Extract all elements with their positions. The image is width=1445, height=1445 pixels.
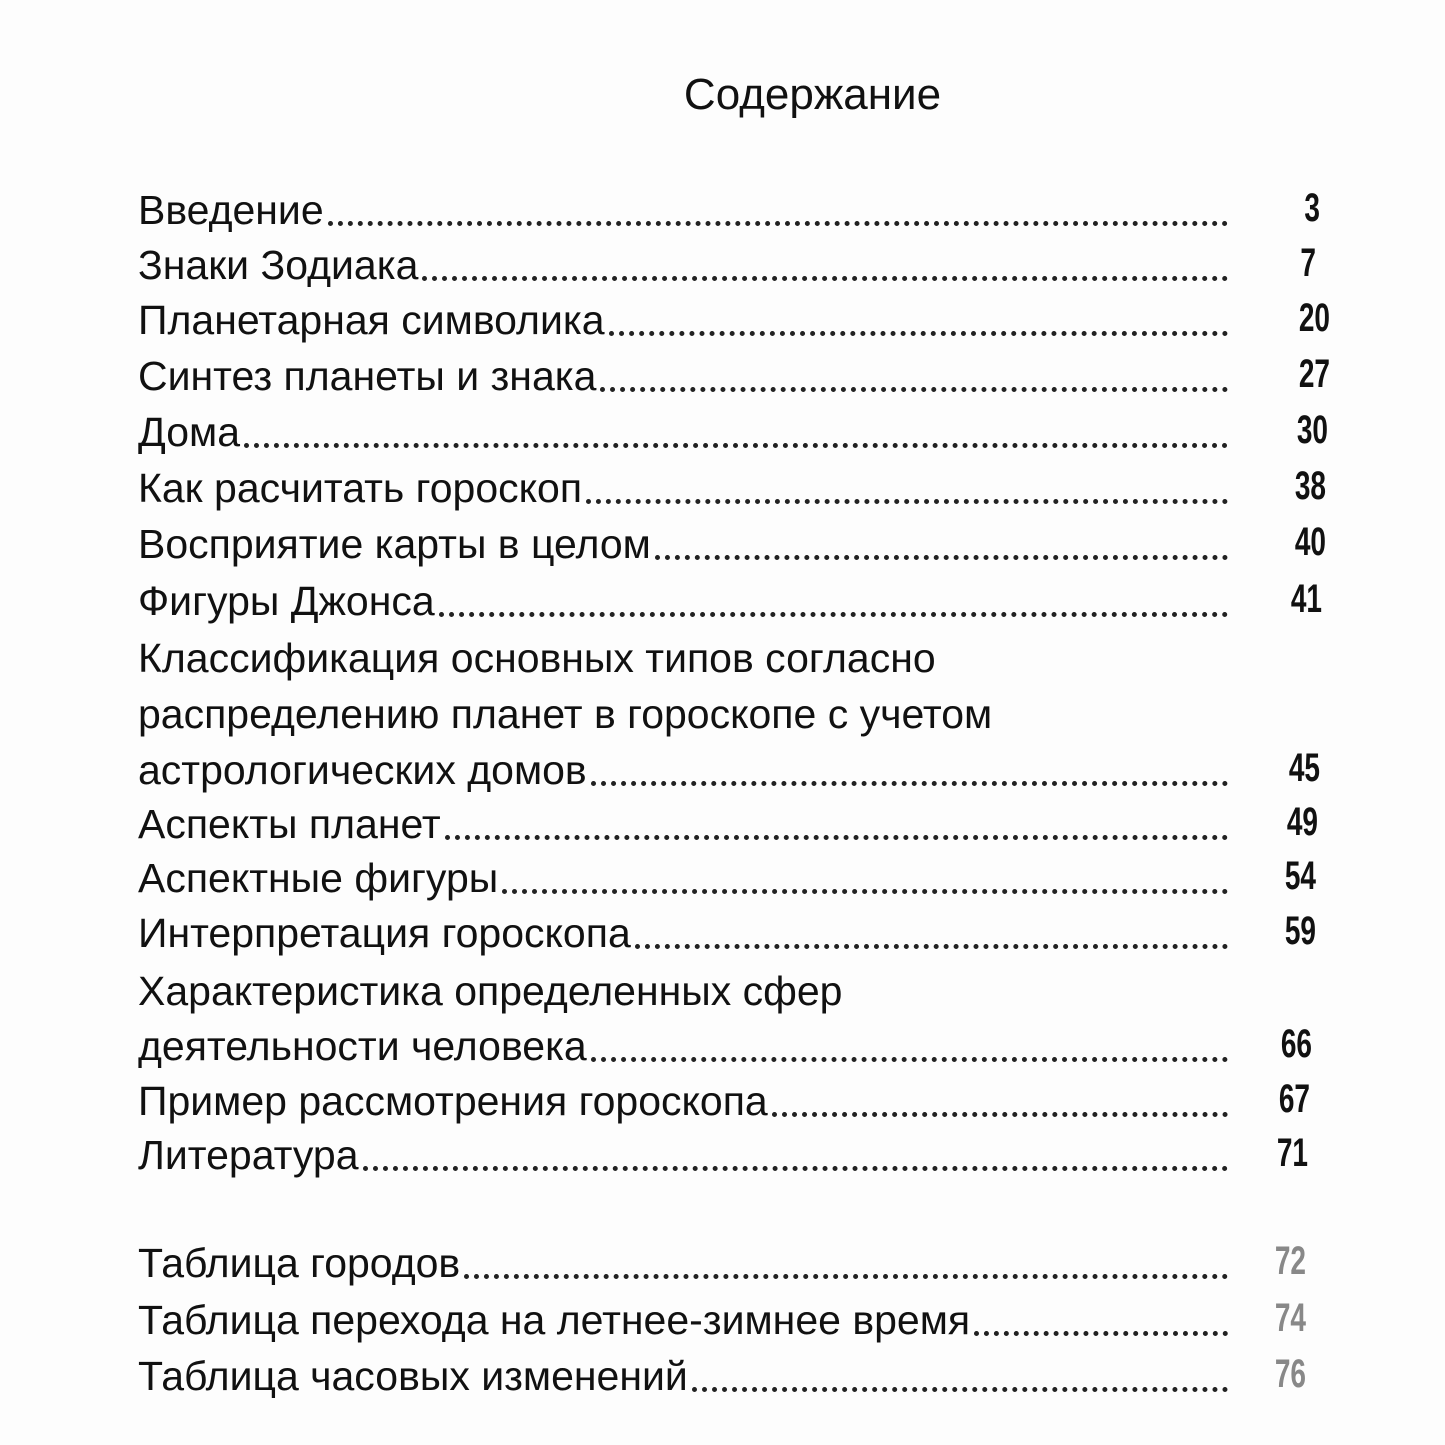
toc-entry-line bbox=[138, 1237, 1228, 1289]
toc-entry-title: Классификация основных типов согласно bbox=[138, 635, 936, 681]
toc-page-number: 72 bbox=[1274, 1239, 1306, 1283]
toc-entry-title: Таблица городов bbox=[138, 1240, 461, 1286]
toc-page-number: 66 bbox=[1280, 1022, 1312, 1066]
toc-page-number: 74 bbox=[1274, 1296, 1306, 1340]
toc-entry-title: астрологических домов bbox=[138, 747, 587, 793]
toc-entry-line bbox=[138, 1294, 1228, 1346]
toc-entry-line bbox=[138, 575, 1228, 627]
toc-entry-line bbox=[138, 406, 1228, 458]
dot-leader bbox=[635, 942, 1228, 949]
toc-page-number: 7 bbox=[1300, 241, 1316, 285]
dot-leader bbox=[363, 1164, 1228, 1171]
dot-leader bbox=[502, 887, 1228, 894]
toc-page-number: 41 bbox=[1290, 577, 1322, 621]
toc-page-number: 30 bbox=[1296, 408, 1328, 452]
dot-leader bbox=[591, 779, 1228, 786]
toc-entry-title: Планетарная символика bbox=[138, 297, 605, 343]
toc-entry-line bbox=[138, 907, 1228, 959]
toc-entry-line bbox=[138, 294, 1228, 346]
toc-entry-title: Характеристика определенных сфер bbox=[138, 968, 843, 1014]
toc-entry-title: Как расчитать гороскоп bbox=[138, 465, 583, 511]
toc-page-number: 27 bbox=[1298, 352, 1330, 396]
toc-page-number: 71 bbox=[1276, 1131, 1308, 1175]
toc-entry-line bbox=[138, 1129, 1228, 1181]
toc-page-number: 59 bbox=[1284, 909, 1316, 953]
dot-leader bbox=[328, 219, 1228, 226]
toc-page-number: 38 bbox=[1294, 464, 1326, 508]
toc-entry-title: Введение bbox=[138, 187, 324, 233]
dot-leader bbox=[655, 553, 1228, 560]
toc-entry-title: Таблица часовых изменений bbox=[138, 1353, 688, 1399]
dot-leader bbox=[244, 441, 1228, 448]
toc-page-number: 49 bbox=[1286, 800, 1318, 844]
toc-page-number: 67 bbox=[1278, 1077, 1310, 1121]
toc-entry-line bbox=[138, 184, 1228, 236]
toc-entry-line bbox=[138, 1075, 1228, 1127]
toc-entry-title: Таблица перехода на летнее-зимнее время bbox=[138, 1297, 971, 1343]
toc-entry-line bbox=[138, 965, 1228, 1017]
dot-leader bbox=[600, 385, 1228, 392]
dot-leader bbox=[609, 329, 1228, 336]
toc-entry-line bbox=[138, 350, 1228, 402]
toc-page-number: 3 bbox=[1304, 186, 1320, 230]
toc-entry-line bbox=[138, 462, 1228, 514]
dot-leader bbox=[586, 497, 1228, 504]
toc-entry-line bbox=[138, 239, 1228, 291]
toc-entry-line bbox=[138, 798, 1228, 850]
toc-entry-title: деятельности человека bbox=[138, 1023, 587, 1069]
toc-entry-line bbox=[138, 688, 1228, 740]
toc-page-number: 54 bbox=[1284, 854, 1316, 898]
toc-entry-line bbox=[138, 632, 1228, 684]
dot-leader bbox=[445, 833, 1228, 840]
toc-entry-title: Знаки Зодиака bbox=[138, 242, 419, 288]
dot-leader bbox=[422, 274, 1228, 281]
toc-page-number: 76 bbox=[1274, 1352, 1306, 1396]
dot-leader bbox=[772, 1110, 1228, 1117]
toc-entry-title: Аспектные фигуры bbox=[138, 855, 499, 901]
toc-entry-title: Дома bbox=[138, 409, 241, 455]
toc-entry-line bbox=[138, 1020, 1228, 1072]
dot-leader bbox=[692, 1385, 1228, 1392]
toc-entry-title: распределению планет в гороскопе с учетом bbox=[138, 691, 993, 737]
toc-entry-title: Аспекты планет bbox=[138, 801, 441, 847]
toc-entry-title: Синтез планеты и знака bbox=[138, 353, 597, 399]
dot-leader bbox=[591, 1055, 1228, 1062]
toc-entry-line bbox=[138, 852, 1228, 904]
toc-entry-line bbox=[138, 744, 1228, 796]
toc-entry-title: Интерпретация гороскопа bbox=[138, 910, 631, 956]
dot-leader bbox=[974, 1329, 1228, 1336]
toc-entry-line bbox=[138, 1350, 1228, 1402]
dot-leader bbox=[464, 1272, 1228, 1279]
dot-leader bbox=[439, 610, 1228, 617]
toc-entry-line bbox=[138, 518, 1228, 570]
toc-page-number: 45 bbox=[1288, 746, 1320, 790]
toc-entry-title: Литература bbox=[138, 1132, 359, 1178]
toc-entry-title: Восприятие карты в целом bbox=[138, 521, 651, 567]
toc-entry-title: Фигуры Джонса bbox=[138, 578, 435, 624]
toc-page-number: 40 bbox=[1294, 520, 1326, 564]
toc-page-number: 20 bbox=[1298, 296, 1330, 340]
page-title: Содержание bbox=[683, 70, 942, 119]
toc-entry-title: Пример рассмотрения гороскопа bbox=[138, 1078, 768, 1124]
